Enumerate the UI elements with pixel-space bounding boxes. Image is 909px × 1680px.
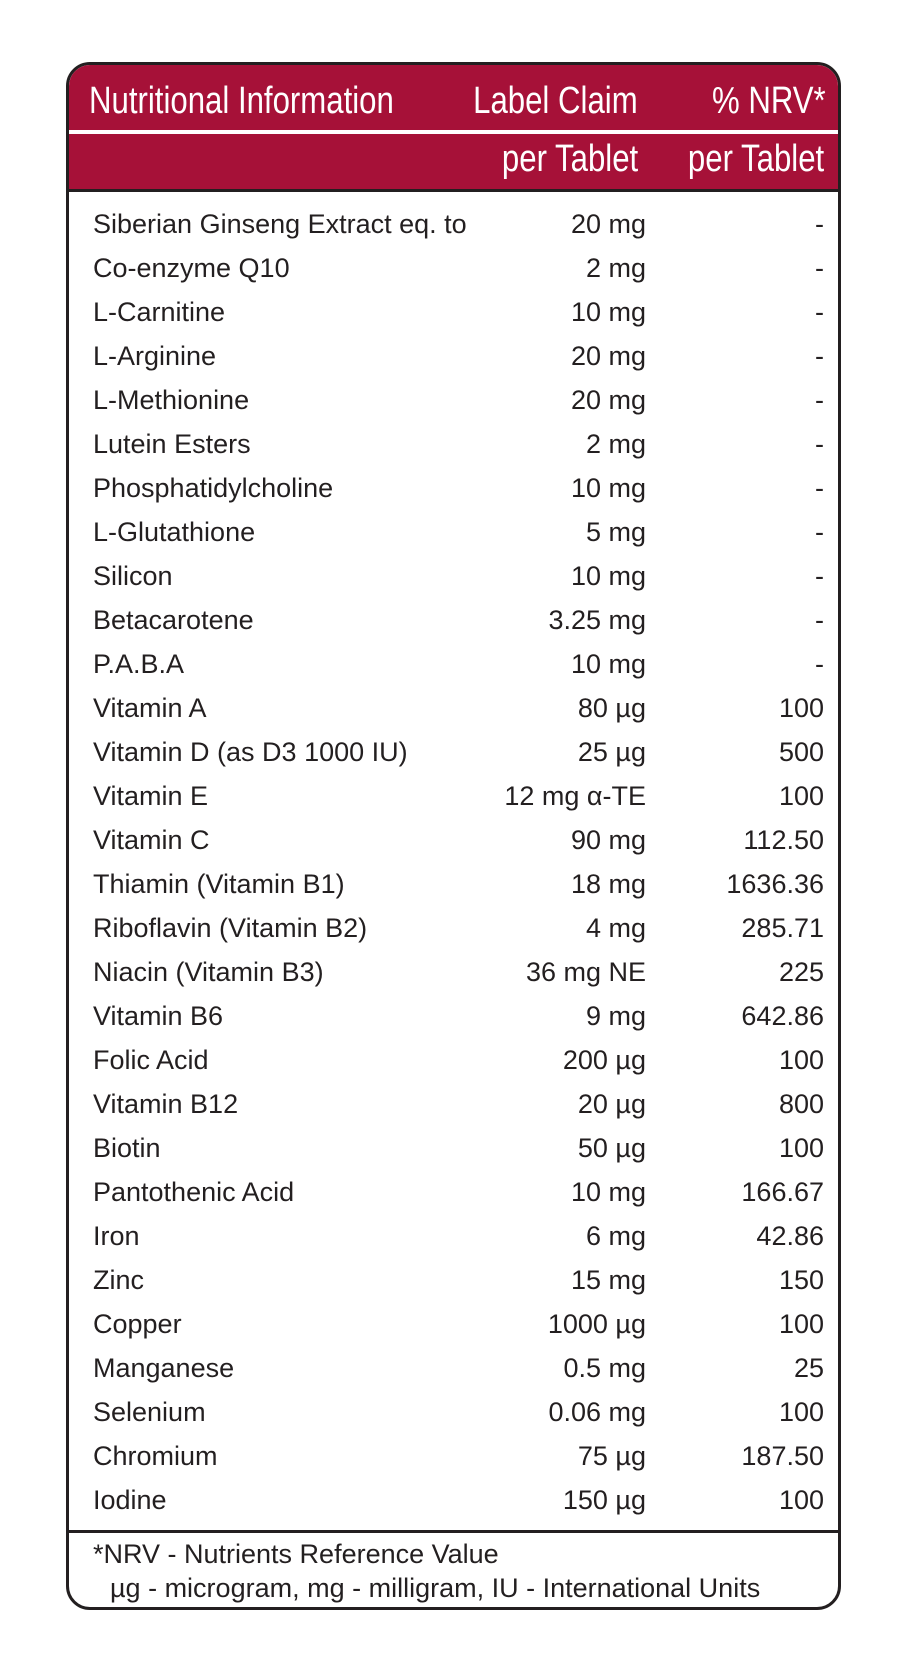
nrv-value: - [815,473,824,503]
nrv-value: 100 [778,1045,824,1075]
label-claim-value: 200 µg [562,1045,646,1075]
nutrient-name: Selenium [93,1397,206,1427]
nutrient-name: L-Glutathione [93,517,256,547]
label-claim-value: 10 mg [570,561,646,591]
header-nrv: % NRV* [712,80,826,122]
label-claim-value: 10 mg [570,473,646,503]
nutrient-name: Thiamin (Vitamin B1) [93,869,345,899]
nutrient-name: Niacin (Vitamin B3) [93,957,324,987]
nutrient-name: Vitamin B12 [93,1089,239,1119]
nutrient-name: Riboflavin (Vitamin B2) [93,913,368,943]
table-row [69,378,838,422]
table-row [69,1170,838,1214]
table-row [69,422,838,466]
table-row [69,950,838,994]
footnote-nrv: *NRV - Nutrients Reference Value [93,1539,499,1569]
label-claim-value: 1000 µg [547,1309,646,1339]
table-row [69,290,838,334]
nutrient-name: Siberian Ginseng Extract eq. to [93,209,467,239]
label-claim-value: 10 mg [570,297,646,327]
label-claim-value: 20 mg [570,341,646,371]
nrv-value: - [815,385,824,415]
nrv-value: 42.86 [756,1221,824,1251]
table-row [69,1302,838,1346]
nrv-value: 1636.36 [726,869,824,899]
nutrient-name: Folic Acid [93,1045,209,1075]
header-bottom-rule [69,189,838,192]
nrv-value: 500 [778,737,824,767]
label-claim-value: 50 µg [577,1133,646,1163]
header-divider [69,130,838,134]
table-row [69,774,838,818]
nrv-value: 100 [778,1397,824,1427]
label-claim-value: 90 mg [570,825,646,855]
table-row [69,466,838,510]
nutrient-name: Vitamin D (as D3 1000 IU) [93,737,408,767]
nutrition-table [66,62,841,1610]
nrv-value: - [815,561,824,591]
nrv-value: - [815,209,824,239]
table-row [69,818,838,862]
label-claim-value: 0.06 mg [548,1397,646,1427]
nutrient-name: Manganese [93,1353,235,1383]
nutrient-name: Vitamin A [93,693,207,723]
nrv-value: 166.67 [741,1177,824,1207]
nrv-value: 800 [778,1089,824,1119]
nutrient-name: Co-enzyme Q10 [93,253,290,283]
header-title: Nutritional Information [89,80,394,122]
table-row [69,730,838,774]
nrv-value: 100 [778,781,824,811]
header-label-claim: Label Claim [473,80,638,122]
label-claim-value: 150 µg [562,1485,646,1515]
nrv-value: 112.50 [743,825,824,855]
label-claim-value: 20 mg [570,385,646,415]
table-header [69,65,838,189]
table-row [69,686,838,730]
footnote [93,1537,760,1605]
nrv-value: 100 [778,1485,824,1515]
nrv-value: 100 [778,693,824,723]
nrv-value: - [815,297,824,327]
nutrient-name: L-Arginine [93,341,217,371]
label-claim-value: 15 mg [570,1265,646,1295]
nrv-value: 187.50 [741,1441,824,1471]
nutrient-rows [69,202,838,1522]
nrv-value: 100 [778,1133,824,1163]
nutrient-name: P.A.B.A [93,649,185,679]
table-row [69,554,838,598]
label-claim-value: 0.5 mg [563,1353,646,1383]
nutrient-name: Silicon [93,561,173,591]
label-claim-value: 12 mg α-TE [504,781,646,811]
table-row [69,1478,838,1522]
label-claim-value: 20 µg [577,1089,646,1119]
table-row [69,334,838,378]
table-row [69,598,838,642]
label-claim-value: 80 µg [577,693,646,723]
label-claim-value: 75 µg [577,1441,646,1471]
label-claim-value: 4 mg [585,913,646,943]
label-claim-value: 20 mg [570,209,646,239]
nutrient-name: Iron [93,1221,140,1251]
nutrient-name: Chromium [93,1441,218,1471]
header-nrv-per-tablet: per Tablet [687,138,824,180]
nutrient-name: Zinc [93,1265,145,1295]
table-row [69,246,838,290]
table-row [69,1390,838,1434]
table-row [69,1434,838,1478]
nrv-value: - [815,341,824,371]
table-row [69,906,838,950]
nutrient-name: L-Methionine [93,385,250,415]
nutrient-name: Vitamin B6 [93,1001,224,1031]
nrv-value: - [815,253,824,283]
nrv-value: - [815,649,824,679]
table-row [69,202,838,246]
nrv-value: 285.71 [741,913,824,943]
label-claim-value: 25 µg [577,737,646,767]
label-claim-value: 2 mg [585,429,646,459]
nutrient-name: Lutein Esters [93,429,251,459]
table-row [69,1082,838,1126]
nutrient-name: Phosphatidylcholine [93,473,334,503]
table-row [69,1214,838,1258]
footer-divider [69,1530,838,1533]
nrv-value: 150 [778,1265,824,1295]
header-claim-per-tablet: per Tablet [501,138,638,180]
label-claim-value: 18 mg [570,869,646,899]
nutrient-name: L-Carnitine [93,297,226,327]
nutrient-name: Biotin [93,1133,161,1163]
nrv-value: 100 [778,1309,824,1339]
nutrient-name: Vitamin C [93,825,210,855]
label-claim-value: 10 mg [570,1177,646,1207]
nrv-value: 225 [778,957,824,987]
table-row [69,1126,838,1170]
label-claim-value: 10 mg [570,649,646,679]
table-row [69,862,838,906]
table-row [69,1346,838,1390]
label-claim-value: 2 mg [585,253,646,283]
table-row [69,994,838,1038]
table-row [69,642,838,686]
footnote-units: µg - microgram, mg - milligram, IU - International Units [110,1573,761,1603]
label-claim-value: 6 mg [585,1221,646,1251]
table-row [69,1038,838,1082]
table-row [69,510,838,554]
nutrient-name: Copper [93,1309,182,1339]
nrv-value: - [815,517,824,547]
label-claim-value: 9 mg [585,1001,646,1031]
nutrient-name: Pantothenic Acid [93,1177,295,1207]
label-claim-value: 5 mg [585,517,646,547]
nrv-value: - [815,429,824,459]
nrv-value: - [815,605,824,635]
nutrient-name: Vitamin E [93,781,209,811]
label-claim-value: 3.25 mg [548,605,646,635]
nrv-value: 642.86 [741,1001,824,1031]
label-claim-value: 36 mg NE [525,957,646,987]
nutrient-name: Iodine [93,1485,167,1515]
table-row [69,1258,838,1302]
nrv-value: 25 [793,1353,824,1383]
nutrient-name: Betacarotene [93,605,254,635]
